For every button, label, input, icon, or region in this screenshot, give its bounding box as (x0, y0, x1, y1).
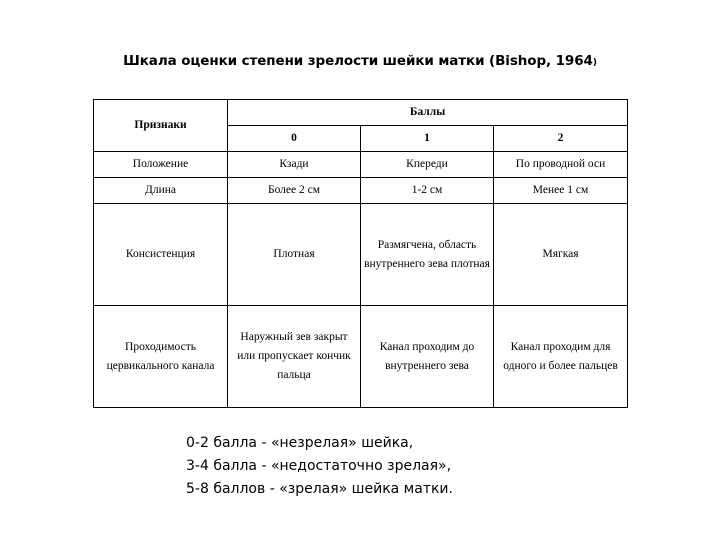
score-col-2: 2 (494, 126, 628, 152)
table-cell: 1-2 см (361, 178, 494, 204)
table-cell: Более 2 см (228, 178, 361, 204)
table-cell: Канал проходим для одного и более пальцев (494, 306, 628, 408)
score-col-1: 1 (361, 126, 494, 152)
legend-line: 0-2 балла - «незрелая» шейка, (186, 435, 414, 451)
row-label: Длина (94, 178, 228, 204)
table-header-row (94, 100, 628, 126)
title-paren: ) (592, 58, 597, 68)
row-label: Консистенция (94, 204, 228, 306)
table-row (94, 178, 628, 204)
table-cell: Канал проходим до внутреннего зева (361, 306, 494, 408)
table-row (94, 306, 628, 408)
table-cell: Плотная (228, 204, 361, 306)
table-cell: Мягкая (494, 204, 628, 306)
score-col-0: 0 (228, 126, 361, 152)
row-label: Проходимость цервикального канала (94, 306, 228, 408)
table-row (94, 204, 628, 306)
table-cell: Менее 1 см (494, 178, 628, 204)
bishop-score-table (93, 99, 628, 408)
table-cell: По проводной оси (494, 152, 628, 178)
score-legend (186, 432, 453, 501)
page-title (0, 53, 720, 69)
header-signs: Признаки (94, 100, 228, 152)
table-cell: Размягчена, область внутреннего зева плотная (361, 204, 494, 306)
table-cell: Кзади (228, 152, 361, 178)
header-points: Баллы (228, 100, 628, 126)
legend-line: 5-8 баллов - «зрелая» шейка матки. (186, 481, 453, 497)
title-main: Шкала оценки степени зрелости шейки матки (Bishop, 1964 (123, 53, 593, 69)
table-cell: Наружный зев закрыт или пропускает кончик пальца (228, 306, 361, 408)
table-cell: Кпереди (361, 152, 494, 178)
legend-line: 3-4 балла - «недостаточно зрелая», (186, 458, 452, 474)
row-label: Положение (94, 152, 228, 178)
table-row (94, 152, 628, 178)
